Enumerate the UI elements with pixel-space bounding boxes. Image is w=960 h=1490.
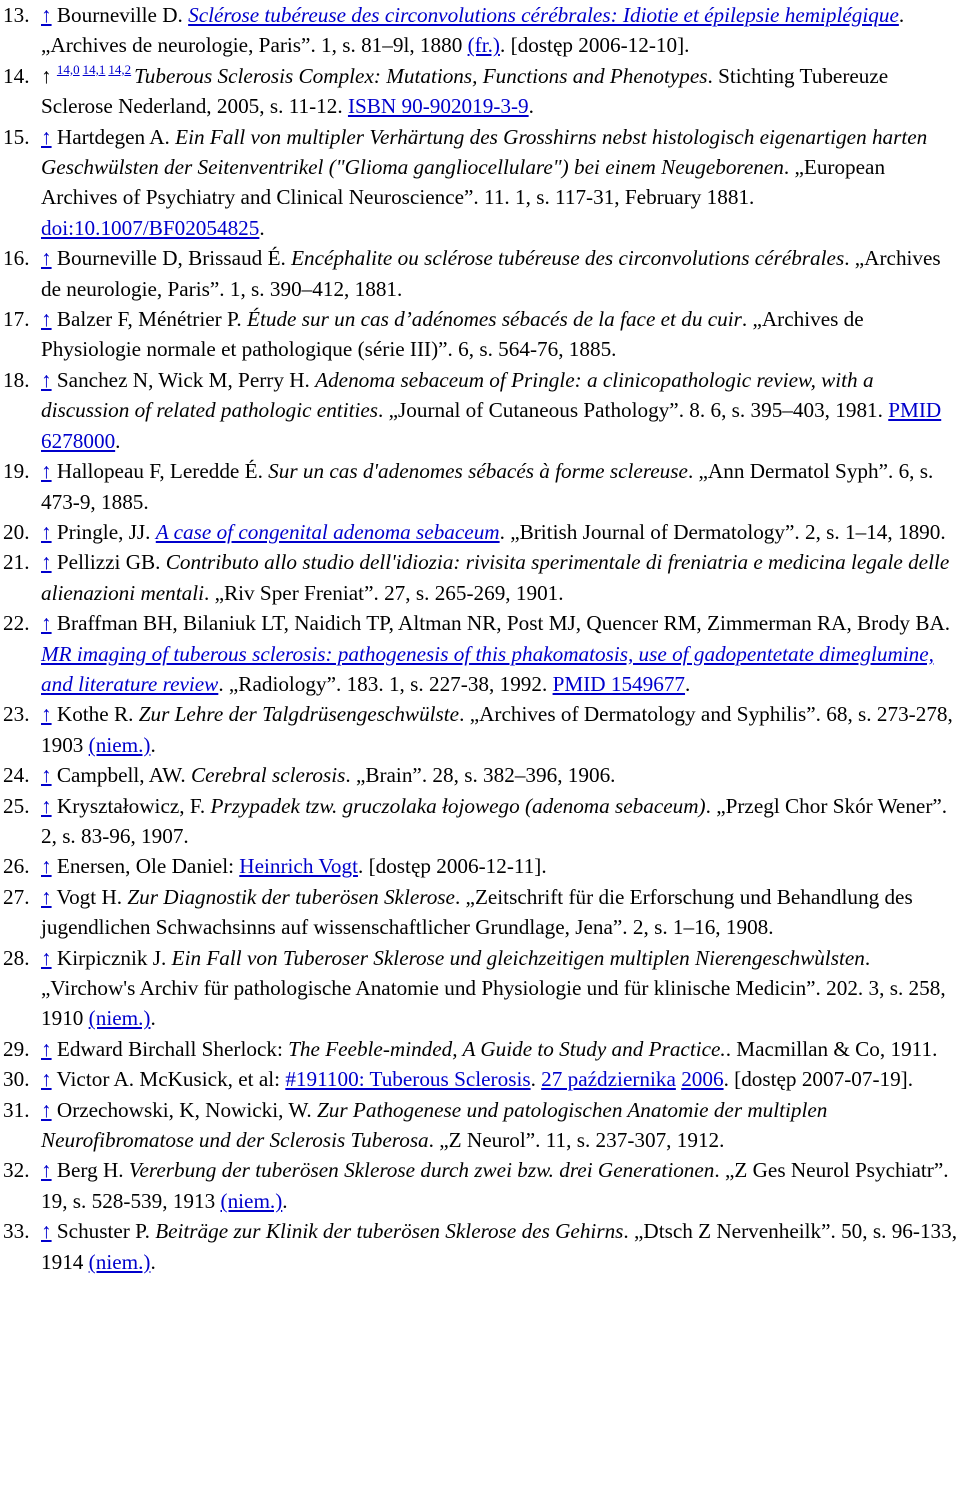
reference-text: Campbell, AW.	[56, 763, 191, 788]
reference-title: Zur Pathogenese und patologischen Anatomie der multiplen Neurofibromatose und der Sclerosis Tuberosa	[41, 1097, 828, 1153]
reference-item	[3, 699, 960, 760]
back-to-citation-arrow-icon[interactable]: ↑	[41, 854, 52, 879]
reference-link[interactable]: Sclérose tubéreuse des circonvolutions cérébrales: Idiotie et épilepsie hemiplégique	[188, 3, 899, 27]
reference-text: . „Brain”. 28, s. 382–396, 1906.	[345, 763, 616, 788]
reference-item	[3, 760, 960, 790]
reference-item	[3, 304, 960, 365]
reference-title: Przypadek tzw. gruczolaka łojowego (adenoma sebaceum)	[210, 793, 706, 818]
reference-text: Hartdegen A.	[56, 124, 176, 149]
reference-text: . Stichting Tubereuze Sclerose Nederland, 2005, s. 11-12.	[41, 63, 889, 119]
reference-text: Bourneville D, Brissaud É.	[56, 246, 292, 271]
back-to-citation-arrow-icon[interactable]: ↑	[41, 459, 52, 484]
reference-text: Pellizzi GB.	[56, 550, 166, 575]
reference-link[interactable]: PMID 6278000	[41, 398, 942, 453]
reference-number: 14.	[3, 63, 30, 88]
reference-title: Zur Diagnostik der tuberösen Sklerose	[127, 884, 455, 909]
reference-number: 25.	[3, 793, 30, 818]
reference-title: Encéphalite ou sclérose tubéreuse des circonvolutions cérébrales	[291, 246, 845, 271]
reference-item	[3, 456, 960, 517]
reference-text: . „Przegl Chor Skór Wener”. 2, s. 83-96, 1907.	[41, 793, 948, 848]
reference-text: . „Radiology”. 183. 1, s. 227-38, 1992.	[218, 671, 553, 696]
reference-title: Étude sur un cas d’adénomes sébacés de la face et du cuir	[247, 307, 742, 332]
reference-item	[3, 517, 960, 547]
reference-text: . „British Journal of Dermatology”. 2, s. 1–14, 1890.	[499, 519, 946, 544]
reference-title: Vererbung der tuberösen Sklerose durch zwei bzw. drei Generationen	[128, 1158, 715, 1183]
back-to-citation-arrow-icon[interactable]: ↑	[41, 519, 52, 544]
reference-item	[3, 61, 960, 122]
reference-text: Schuster P.	[56, 1219, 156, 1244]
back-to-citation-arrow-icon[interactable]: ↑	[41, 3, 52, 27]
reference-item	[3, 122, 960, 244]
reference-link[interactable]: (niem.)	[88, 1006, 151, 1031]
reference-text: Hallopeau F, Leredde É.	[56, 459, 269, 484]
reference-text: . [dostęp 2006-12-10].	[499, 33, 690, 58]
back-to-citation-arrow-icon[interactable]: ↑	[41, 793, 52, 818]
reference-link[interactable]: A case of congenital adenoma sebaceum	[155, 519, 500, 544]
back-to-citation-arrow-icon[interactable]: ↑	[41, 1158, 52, 1183]
reference-text: . „Journal of Cutaneous Pathology”. 8. 6, s. 395–403, 1981.	[378, 398, 889, 423]
reference-text: . [dostęp 2007-07-19].	[723, 1067, 914, 1092]
back-to-citation-arrow-icon[interactable]: ↑	[41, 702, 52, 727]
reference-number: 32.	[3, 1158, 30, 1183]
citation-backlink[interactable]: 14,1	[82, 61, 106, 77]
reference-item	[3, 547, 960, 608]
reference-number: 17.	[3, 307, 30, 332]
reference-link[interactable]: PMID 1549677	[552, 671, 686, 696]
reference-title: Zur Lehre der Talgdrüsengeschwülste	[138, 702, 460, 727]
reference-text: .	[150, 1006, 156, 1031]
reference-link[interactable]: #191100: Tuberous Sclerosis	[285, 1067, 531, 1092]
reference-number: 20.	[3, 519, 30, 544]
reference-number: 21.	[3, 550, 30, 575]
reference-text: . Macmillan & Co, 1911.	[725, 1036, 938, 1061]
back-to-citation-arrow-icon[interactable]: ↑	[41, 367, 52, 392]
reference-text: .	[150, 1249, 156, 1274]
reference-link[interactable]: (fr.)	[467, 33, 500, 58]
reference-number: 27.	[3, 884, 30, 909]
reference-item	[3, 0, 960, 61]
reference-number: 18.	[3, 367, 30, 392]
reference-item	[3, 851, 960, 881]
reference-number: 28.	[3, 945, 30, 970]
back-to-citation-arrow-icon[interactable]: ↑	[41, 246, 52, 271]
reference-title: Tuberous Sclerosis Complex: Mutations, Functions and Phenotypes	[134, 63, 708, 88]
reference-number: 29.	[3, 1036, 30, 1061]
reference-text: Sanchez N, Wick M, Perry H.	[56, 367, 316, 392]
reference-number: 15.	[3, 124, 30, 149]
reference-title: Contributo allo studio dell'idiozia: rivisita sperimentale di freniatria e medicina legale delle alienazioni mentali	[41, 550, 950, 605]
reference-text: . „Riv Sper Freniat”. 27, s. 265-269, 1901.	[204, 580, 564, 605]
back-to-citation-arrow-icon[interactable]: ↑	[41, 550, 52, 575]
back-to-citation-arrow-icon[interactable]: ↑	[41, 611, 52, 636]
reference-item	[3, 365, 960, 456]
back-to-citation-arrow-icon[interactable]: ↑	[41, 884, 52, 909]
reference-text: .	[685, 671, 691, 696]
back-to-citation-arrow-icon[interactable]: ↑	[41, 63, 52, 88]
reference-number: 31.	[3, 1097, 30, 1122]
reference-text: .	[530, 1067, 542, 1092]
reference-text: .	[528, 94, 534, 119]
reference-text: Braffman BH, Bilaniuk LT, Naidich TP, Altman NR, Post MJ, Quencer RM, Zimmerman RA, Brody BA.	[56, 611, 951, 636]
reference-text: . [dostęp 2006-12-11].	[357, 854, 547, 879]
reference-text: . „Zeitschrift für die Erforschung und Behandlung des jugendlichen Schwachsinns auf wissenschaftlicher Grundlage, Jena”. 2, s. 1–16, 1908.	[41, 884, 913, 940]
reference-title: The Feeble-minded, A Guide to Study and Practice.	[288, 1036, 726, 1061]
reference-number: 33.	[3, 1219, 30, 1244]
reference-text: Berg H.	[56, 1158, 129, 1183]
reference-text: . „Archives of Dermatology and Syphilis”. 68, s. 273-278, 1903	[41, 702, 953, 757]
reference-link[interactable]: (niem.)	[88, 732, 151, 757]
reference-text: Enersen, Ole Daniel:	[56, 854, 240, 879]
reference-number: 23.	[3, 702, 30, 727]
reference-text: Bourneville D.	[56, 3, 189, 27]
reference-text: .	[115, 428, 121, 453]
reference-link[interactable]: 2006	[681, 1067, 724, 1092]
reference-text: . „Z Ges Neurol Psychiatr”. 19, s. 528-539, 1913	[41, 1158, 949, 1213]
reference-text: .	[259, 215, 265, 240]
reference-item	[3, 1216, 960, 1277]
reference-text: . „Virchow's Archiv für pathologische Anatomie und Physiologie und für klinische Medicin”. 202. 3, s. 258, 1910	[41, 945, 946, 1031]
back-to-citation-arrow-icon[interactable]: ↑	[41, 1036, 52, 1061]
reference-text: . „Archives de Physiologie normale et pathologique (série III)”. 6, s. 564-76, 1885.	[41, 307, 864, 362]
reference-number: 22.	[3, 611, 30, 636]
reference-title: Ein Fall von multipler Verhärtung des Grosshirns nebst histologisch eigenartigen harten Geschwülsten der Seitenventrikel ("Glioma gangliocellulare") bei einem Neugeborenen	[41, 124, 928, 180]
reference-title: Ein Fall von Tuberoser Sklerose und gleichzeitigen multiplen Nierengeschwùlsten	[171, 945, 865, 970]
back-to-citation-arrow-icon[interactable]: ↑	[41, 763, 52, 788]
reference-text: Edward Birchall Sherlock:	[56, 1036, 289, 1061]
reference-link[interactable]: ISBN 90-902019-3-9	[347, 94, 529, 119]
reference-item	[3, 1064, 960, 1094]
reference-item	[3, 243, 960, 304]
reference-number: 30.	[3, 1067, 30, 1092]
reference-item	[3, 1034, 960, 1064]
back-to-citation-arrow-icon[interactable]: ↑	[41, 945, 52, 970]
reference-text: . „European Archives of Psychiatry and Clinical Neuroscience”. 11. 1, s. 117-31, February 1881.	[41, 155, 886, 210]
reference-text: Balzer F, Ménétrier P.	[56, 307, 248, 332]
reference-text: Kryształowicz, F.	[56, 793, 211, 818]
reference-text: Orzechowski, K, Nowicki, W.	[56, 1097, 317, 1122]
reference-item	[3, 608, 960, 699]
reference-item	[3, 1155, 960, 1216]
reference-title: Cerebral sclerosis	[190, 763, 346, 788]
reference-text: Pringle, JJ.	[56, 519, 156, 544]
reference-link[interactable]: doi:10.1007/BF02054825	[41, 215, 260, 240]
reference-number: 16.	[3, 246, 30, 271]
reference-title: Sur un cas d'adenomes sébacés à forme sclereuse	[268, 459, 688, 484]
back-to-citation-arrow-icon[interactable]: ↑	[41, 124, 52, 149]
reference-text: . „Ann Dermatol Syph”. 6, s. 473-9, 1885.	[41, 459, 934, 514]
reference-number: 19.	[3, 459, 30, 484]
back-to-citation-arrow-icon[interactable]: ↑	[41, 307, 52, 332]
reference-link[interactable]: (niem.)	[88, 1249, 151, 1274]
reference-text: Victor A. McKusick, et al:	[56, 1067, 286, 1092]
reference-item	[3, 943, 960, 1034]
reference-item	[3, 1095, 960, 1156]
reference-link[interactable]: 27 października	[541, 1067, 676, 1092]
reference-number: 24.	[3, 763, 30, 788]
reference-text: . „Archives de neurologie, Paris”. 1, s. 390–412, 1881.	[41, 246, 941, 301]
reference-text: Kirpicznik J.	[56, 945, 172, 970]
reference-item	[3, 791, 960, 852]
reference-number: 13.	[3, 3, 30, 27]
back-to-citation-arrow-icon[interactable]: ↑	[41, 1097, 52, 1122]
reference-text: .	[150, 732, 156, 757]
reference-title: Beiträge zur Klinik der tuberösen Sklerose des Gehirns	[155, 1219, 624, 1244]
reference-item	[3, 882, 960, 943]
reference-text: Kothe R.	[56, 702, 139, 727]
back-to-citation-arrow-icon[interactable]: ↑	[41, 1219, 52, 1244]
reference-link[interactable]: MR imaging of tuberous sclerosis: pathogenesis of this phakomatosis, use of gadopentetate dimeglumine, and literature review	[41, 641, 934, 696]
reference-text: . „Z Neurol”. 11, s. 237-307, 1912.	[428, 1128, 725, 1153]
reference-link[interactable]: Heinrich Vogt	[239, 854, 358, 879]
reference-text: Vogt H.	[56, 884, 128, 909]
reference-number: 26.	[3, 854, 30, 879]
citation-backlink[interactable]: 14,0	[56, 61, 80, 77]
reference-link[interactable]: (niem.)	[220, 1188, 283, 1213]
reference-title: Adenoma sebaceum of Pringle: a clinicopathologic review, with a discussion of related pathologic entities	[41, 367, 874, 423]
citation-backlink[interactable]: 14,2	[108, 61, 132, 77]
back-to-citation-arrow-icon[interactable]: ↑	[41, 1067, 52, 1092]
reference-text: . „Archives de neurologie, Paris”. 1, s. 81–9l, 1880	[41, 3, 905, 58]
reference-text: .	[282, 1188, 288, 1213]
reference-text: . „Dtsch Z Nervenheilk”. 50, s. 96-133, 1914	[41, 1219, 958, 1274]
